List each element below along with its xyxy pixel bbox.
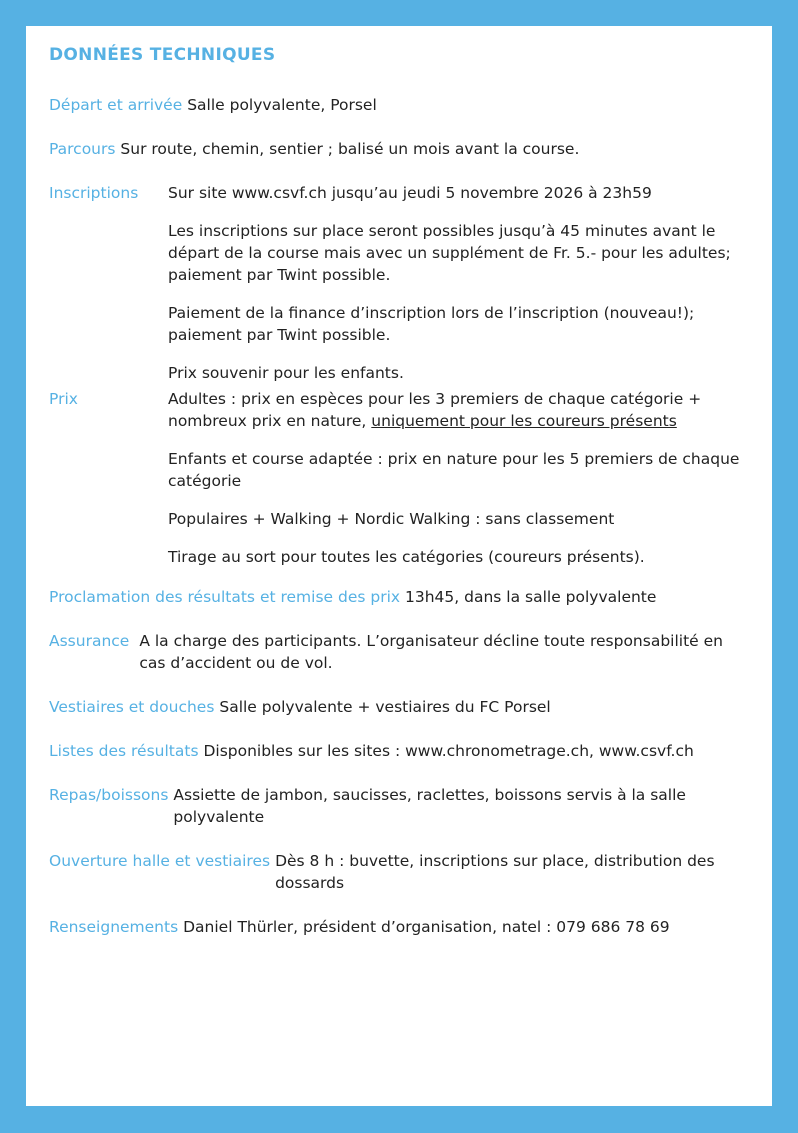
- proclamation-row: [49, 586, 749, 608]
- depart-value: Salle polyvalente, Porsel: [187, 96, 377, 114]
- repas-value: Assiette de jambon, saucisses, raclettes, boissons servis à la salle polyvalente: [173, 786, 686, 826]
- prix-adultes-underline: uniquement pour les coureurs présents: [371, 412, 677, 430]
- inscriptions-para: Les inscriptions sur place seront possibles jusqu’à 45 minutes avant le départ de la course mais avec un supplément de Fr. 5.- pour les adultes; paiement par Twint possible.: [168, 222, 731, 284]
- assurance-label: Assurance: [49, 632, 130, 650]
- depart-row: [49, 94, 749, 116]
- inscriptions-section: [49, 182, 749, 388]
- inscriptions-label: Inscriptions: [49, 184, 139, 202]
- listes-label: Listes des résultats: [49, 742, 199, 760]
- repas-label: Repas/boissons: [49, 786, 169, 804]
- prix-para: Populaires + Walking + Nordic Walking : sans classement: [168, 510, 615, 528]
- proclamation-label: Proclamation des résultats et remise des prix: [49, 588, 401, 606]
- parcours-value: Sur route, chemin, sentier ; balisé un mois avant la course.: [120, 140, 580, 158]
- listes-value: Disponibles sur les sites : www.chronometrage.ch, www.csvf.ch: [203, 742, 694, 760]
- renseignements-row: [49, 916, 749, 938]
- ouverture-value: Dès 8 h : buvette, inscriptions sur place, distribution des dossards: [275, 852, 715, 892]
- vestiaires-value: Salle polyvalente + vestiaires du FC Porsel: [219, 698, 551, 716]
- page-title: DONNÉES TECHNIQUES: [49, 45, 276, 65]
- ouverture-row: [49, 850, 749, 894]
- parcours-row: [49, 138, 749, 160]
- assurance-row: [49, 630, 749, 674]
- prix-para: Tirage au sort pour toutes les catégories (coureurs présents).: [168, 548, 645, 566]
- assurance-value: A la charge des participants. L’organisateur décline toute responsabilité en cas d’accident ou de vol.: [139, 632, 723, 672]
- inscriptions-para: Paiement de la finance d’inscription lors de l’inscription (nouveau!); paiement par Twint possible.: [168, 304, 695, 344]
- repas-row: [49, 784, 749, 828]
- prix-section: [49, 388, 749, 584]
- renseignements-value: Daniel Thürler, président d’organisation, natel : 079 686 78 69: [183, 918, 670, 936]
- vestiaires-label: Vestiaires et douches: [49, 698, 215, 716]
- listes-row: [49, 740, 749, 762]
- parcours-label: Parcours: [49, 140, 116, 158]
- prix-para-adultes: [168, 388, 749, 432]
- document-page: [26, 26, 772, 1106]
- renseignements-label: Renseignements: [49, 918, 179, 936]
- inscriptions-para: Prix souvenir pour les enfants.: [168, 364, 404, 382]
- vestiaires-row: [49, 696, 749, 718]
- ouverture-label: Ouverture halle et vestiaires: [49, 852, 271, 870]
- depart-label: Départ et arrivée: [49, 96, 183, 114]
- prix-adultes-text: Adultes : prix en espèces pour les 3 premiers de chaque catégorie + nombreux prix en nature,: [168, 390, 702, 430]
- prix-label: Prix: [49, 390, 78, 408]
- inscriptions-para: Sur site www.csvf.ch jusqu’au jeudi 5 novembre 2026 à 23h59: [168, 184, 652, 202]
- prix-para: Enfants et course adaptée : prix en nature pour les 5 premiers de chaque catégorie: [168, 450, 740, 490]
- proclamation-value: 13h45, dans la salle polyvalente: [405, 588, 657, 606]
- document-content: [49, 44, 749, 960]
